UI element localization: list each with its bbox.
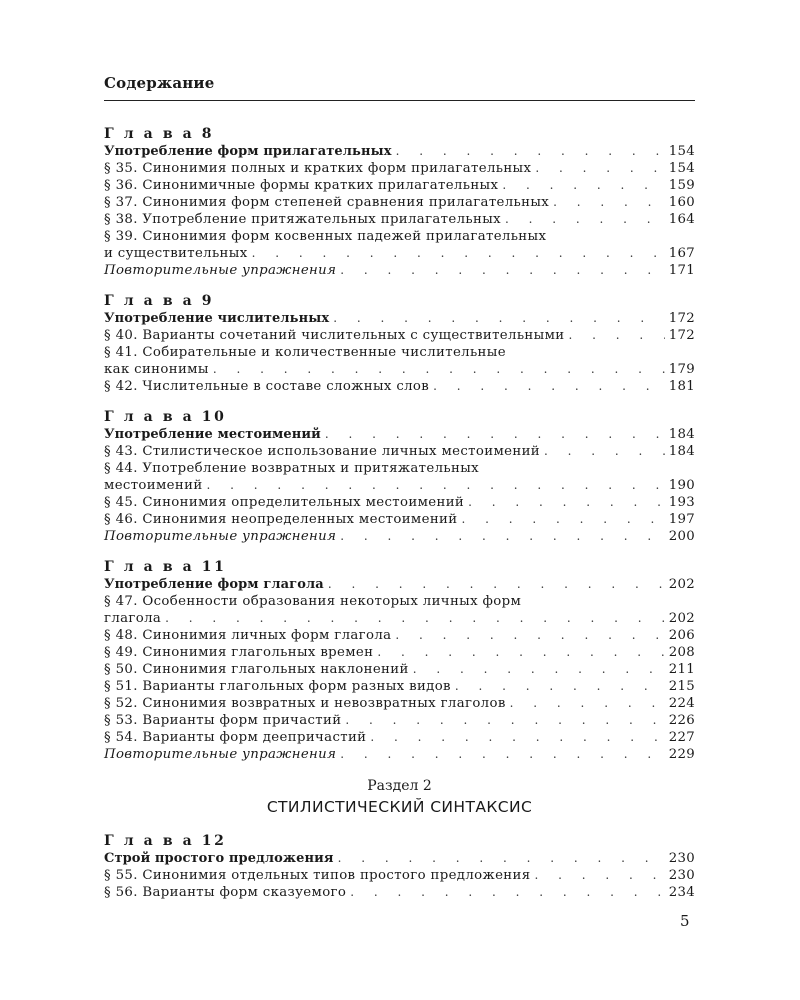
entry-text: § 46. Синонимия неопределенных местоимений <box>104 512 458 527</box>
leader-dots <box>333 310 665 327</box>
review-text: Повторительные упражнения <box>104 263 337 278</box>
toc-entry-multiline[interactable] <box>104 344 695 378</box>
page-ref: 184 <box>668 444 695 459</box>
chapter-heading: Г л а в а 11 <box>104 559 227 575</box>
chapter-title: Употребление местоимений <box>104 427 321 442</box>
entry-text: § 36. Синонимичные формы кратких прилагательных <box>104 178 499 193</box>
leader-dots <box>213 361 665 378</box>
page-ref: 160 <box>668 195 695 210</box>
toc-entry[interactable] <box>104 211 695 228</box>
toc-entry[interactable] <box>104 378 695 395</box>
chapter-heading: Г л а в а 12 <box>104 833 227 849</box>
chapter-title: Употребление форм глагола <box>104 577 324 592</box>
leader-dots <box>377 644 664 661</box>
toc-entry[interactable] <box>104 327 695 344</box>
page-ref: 227 <box>668 730 695 745</box>
leader-dots <box>553 194 665 211</box>
review-exercises-row[interactable] <box>104 262 695 279</box>
page-ref: 171 <box>668 263 695 278</box>
page-ref: 159 <box>668 178 695 193</box>
toc-entry[interactable] <box>104 627 695 644</box>
page-ref: 230 <box>668 868 695 883</box>
entry-text: § 56. Варианты форм сказуемого <box>104 885 347 900</box>
entry-text: § 54. Варианты форм деепричастий <box>104 730 367 745</box>
leader-dots <box>252 245 665 262</box>
chapter-8 <box>104 125 695 279</box>
leader-dots <box>345 712 664 729</box>
page-ref: 184 <box>668 427 695 442</box>
review-exercises-row[interactable] <box>104 528 695 545</box>
leader-dots <box>502 177 664 194</box>
entry-text: как синонимы <box>104 362 209 377</box>
page-ref: 181 <box>668 379 695 394</box>
entry-text: и существительных <box>104 246 248 261</box>
leader-dots <box>328 576 665 593</box>
toc-entry[interactable] <box>104 644 695 661</box>
toc-entry[interactable] <box>104 695 695 712</box>
leader-dots <box>340 262 664 279</box>
chapter-11 <box>104 558 695 763</box>
leader-dots <box>396 143 665 160</box>
entry-text: § 43. Стилистическое использование личных местоимений <box>104 444 540 459</box>
leader-dots <box>468 494 665 511</box>
review-text: Повторительные упражнения <box>104 529 337 544</box>
leader-dots <box>165 610 665 627</box>
entry-text: глагола <box>104 611 162 626</box>
page-ref: 167 <box>668 246 695 261</box>
chapter-title-row[interactable] <box>104 576 695 593</box>
toc-entry[interactable] <box>104 867 695 884</box>
toc-entry-multiline[interactable] <box>104 460 695 494</box>
chapter-12 <box>104 832 695 901</box>
leader-dots <box>340 528 664 545</box>
toc-entry[interactable] <box>104 443 695 460</box>
toc-entry-multiline[interactable] <box>104 593 695 627</box>
page-ref: 179 <box>668 362 695 377</box>
page-ref: 154 <box>668 144 695 159</box>
chapter-title: Употребление числительных <box>104 311 330 326</box>
page-ref: 215 <box>668 679 695 694</box>
review-text: Повторительные упражнения <box>104 747 337 762</box>
entry-text: § 51. Варианты глагольных форм разных видов <box>104 679 451 694</box>
leader-dots <box>433 378 665 395</box>
toc-entry[interactable] <box>104 661 695 678</box>
leader-dots <box>413 661 665 678</box>
page-ref: 211 <box>668 662 695 677</box>
review-exercises-row[interactable] <box>104 746 695 763</box>
leader-dots <box>461 511 664 528</box>
page-ref: 234 <box>668 885 695 900</box>
toc-entry[interactable] <box>104 194 695 211</box>
page-ref: 154 <box>668 161 695 176</box>
page-number: 5 <box>680 912 690 930</box>
entry-text: § 52. Синонимия возвратных и невозвратных глаголов <box>104 696 506 711</box>
leader-dots <box>455 678 665 695</box>
page-ref: 230 <box>668 851 695 866</box>
entry-text: § 40. Варианты сочетаний числительных с существительными <box>104 328 565 343</box>
part-label: Раздел 2 <box>367 778 432 794</box>
table-of-contents <box>104 125 695 914</box>
leader-dots <box>505 211 665 228</box>
entry-text: § 45. Синонимия определительных местоимений <box>104 495 465 510</box>
entry-text: § 55. Синонимия отдельных типов простого предложения <box>104 868 531 883</box>
entry-text: § 38. Употребление притяжательных прилагательных <box>104 212 501 227</box>
leader-dots <box>370 729 664 746</box>
leader-dots <box>535 160 664 177</box>
page-ref: 172 <box>668 328 695 343</box>
entry-text-line1: § 41. Собирательные и количественные числительные <box>104 345 506 360</box>
page-ref: 226 <box>668 713 695 728</box>
entry-text-line1: § 44. Употребление возвратных и притяжательных <box>104 461 479 476</box>
chapter-title-row[interactable] <box>104 310 695 327</box>
entry-text: § 53. Варианты форм причастий <box>104 713 342 728</box>
page-ref: 202 <box>668 577 695 592</box>
leader-dots <box>340 746 664 763</box>
page-ref: 208 <box>668 645 695 660</box>
entry-text: § 48. Синонимия личных форм глагола <box>104 628 392 643</box>
chapter-9 <box>104 292 695 395</box>
toc-entry[interactable] <box>104 678 695 695</box>
page-ref: 197 <box>668 512 695 527</box>
chapter-title: Употребление форм прилагательных <box>104 144 392 159</box>
toc-entry[interactable] <box>104 712 695 729</box>
chapter-heading: Г л а в а 9 <box>104 293 215 309</box>
toc-entry[interactable] <box>104 494 695 511</box>
page-ref: 193 <box>668 495 695 510</box>
entry-text-line1: § 39. Синонимия форм косвенных падежей прилагательных <box>104 229 547 244</box>
header-divider <box>104 100 695 101</box>
chapter-title-row[interactable] <box>104 850 695 867</box>
toc-entry[interactable] <box>104 729 695 746</box>
toc-entry-multiline[interactable] <box>104 228 695 262</box>
entry-text: § 35. Синонимия полных и кратких форм прилагательных <box>104 161 532 176</box>
page-ref: 172 <box>668 311 695 326</box>
entry-text-line1: § 47. Особенности образования некоторых личных форм <box>104 594 522 609</box>
part-title: СТИЛИСТИЧЕСКИЙ СИНТАКСИС <box>266 798 533 816</box>
toc-entry[interactable] <box>104 884 695 901</box>
toc-entry[interactable] <box>104 160 695 177</box>
entry-text: § 42. Числительные в составе сложных слов <box>104 379 430 394</box>
page-ref: 224 <box>668 696 695 711</box>
leader-dots <box>395 627 664 644</box>
leader-dots <box>510 695 665 712</box>
chapter-title: Строй простого предложения <box>104 851 334 866</box>
leader-dots <box>568 327 664 344</box>
entry-text: § 49. Синонимия глагольных времен <box>104 645 374 660</box>
chapter-title-row[interactable] <box>104 426 695 443</box>
chapter-title-row[interactable] <box>104 143 695 160</box>
leader-dots <box>534 867 664 884</box>
leader-dots <box>207 477 665 494</box>
entry-text: § 37. Синонимия форм степеней сравнения прилагательных <box>104 195 550 210</box>
page-ref: 229 <box>668 747 695 762</box>
page-ref: 190 <box>668 478 695 493</box>
chapter-10 <box>104 408 695 545</box>
leader-dots <box>338 850 665 867</box>
running-header: Содержание <box>104 74 215 92</box>
entry-text: местоимений <box>104 478 203 493</box>
leader-dots <box>544 443 665 460</box>
page-ref: 206 <box>668 628 695 643</box>
page-ref: 200 <box>668 529 695 544</box>
entry-text: § 50. Синонимия глагольных наклонений <box>104 662 409 677</box>
chapter-heading: Г л а в а 8 <box>104 126 215 142</box>
leader-dots <box>325 426 665 443</box>
toc-entry[interactable] <box>104 177 695 194</box>
page-ref: 164 <box>668 212 695 227</box>
page-ref: 202 <box>668 611 695 626</box>
toc-entry[interactable] <box>104 511 695 528</box>
chapter-heading: Г л а в а 10 <box>104 409 227 425</box>
leader-dots <box>350 884 664 901</box>
